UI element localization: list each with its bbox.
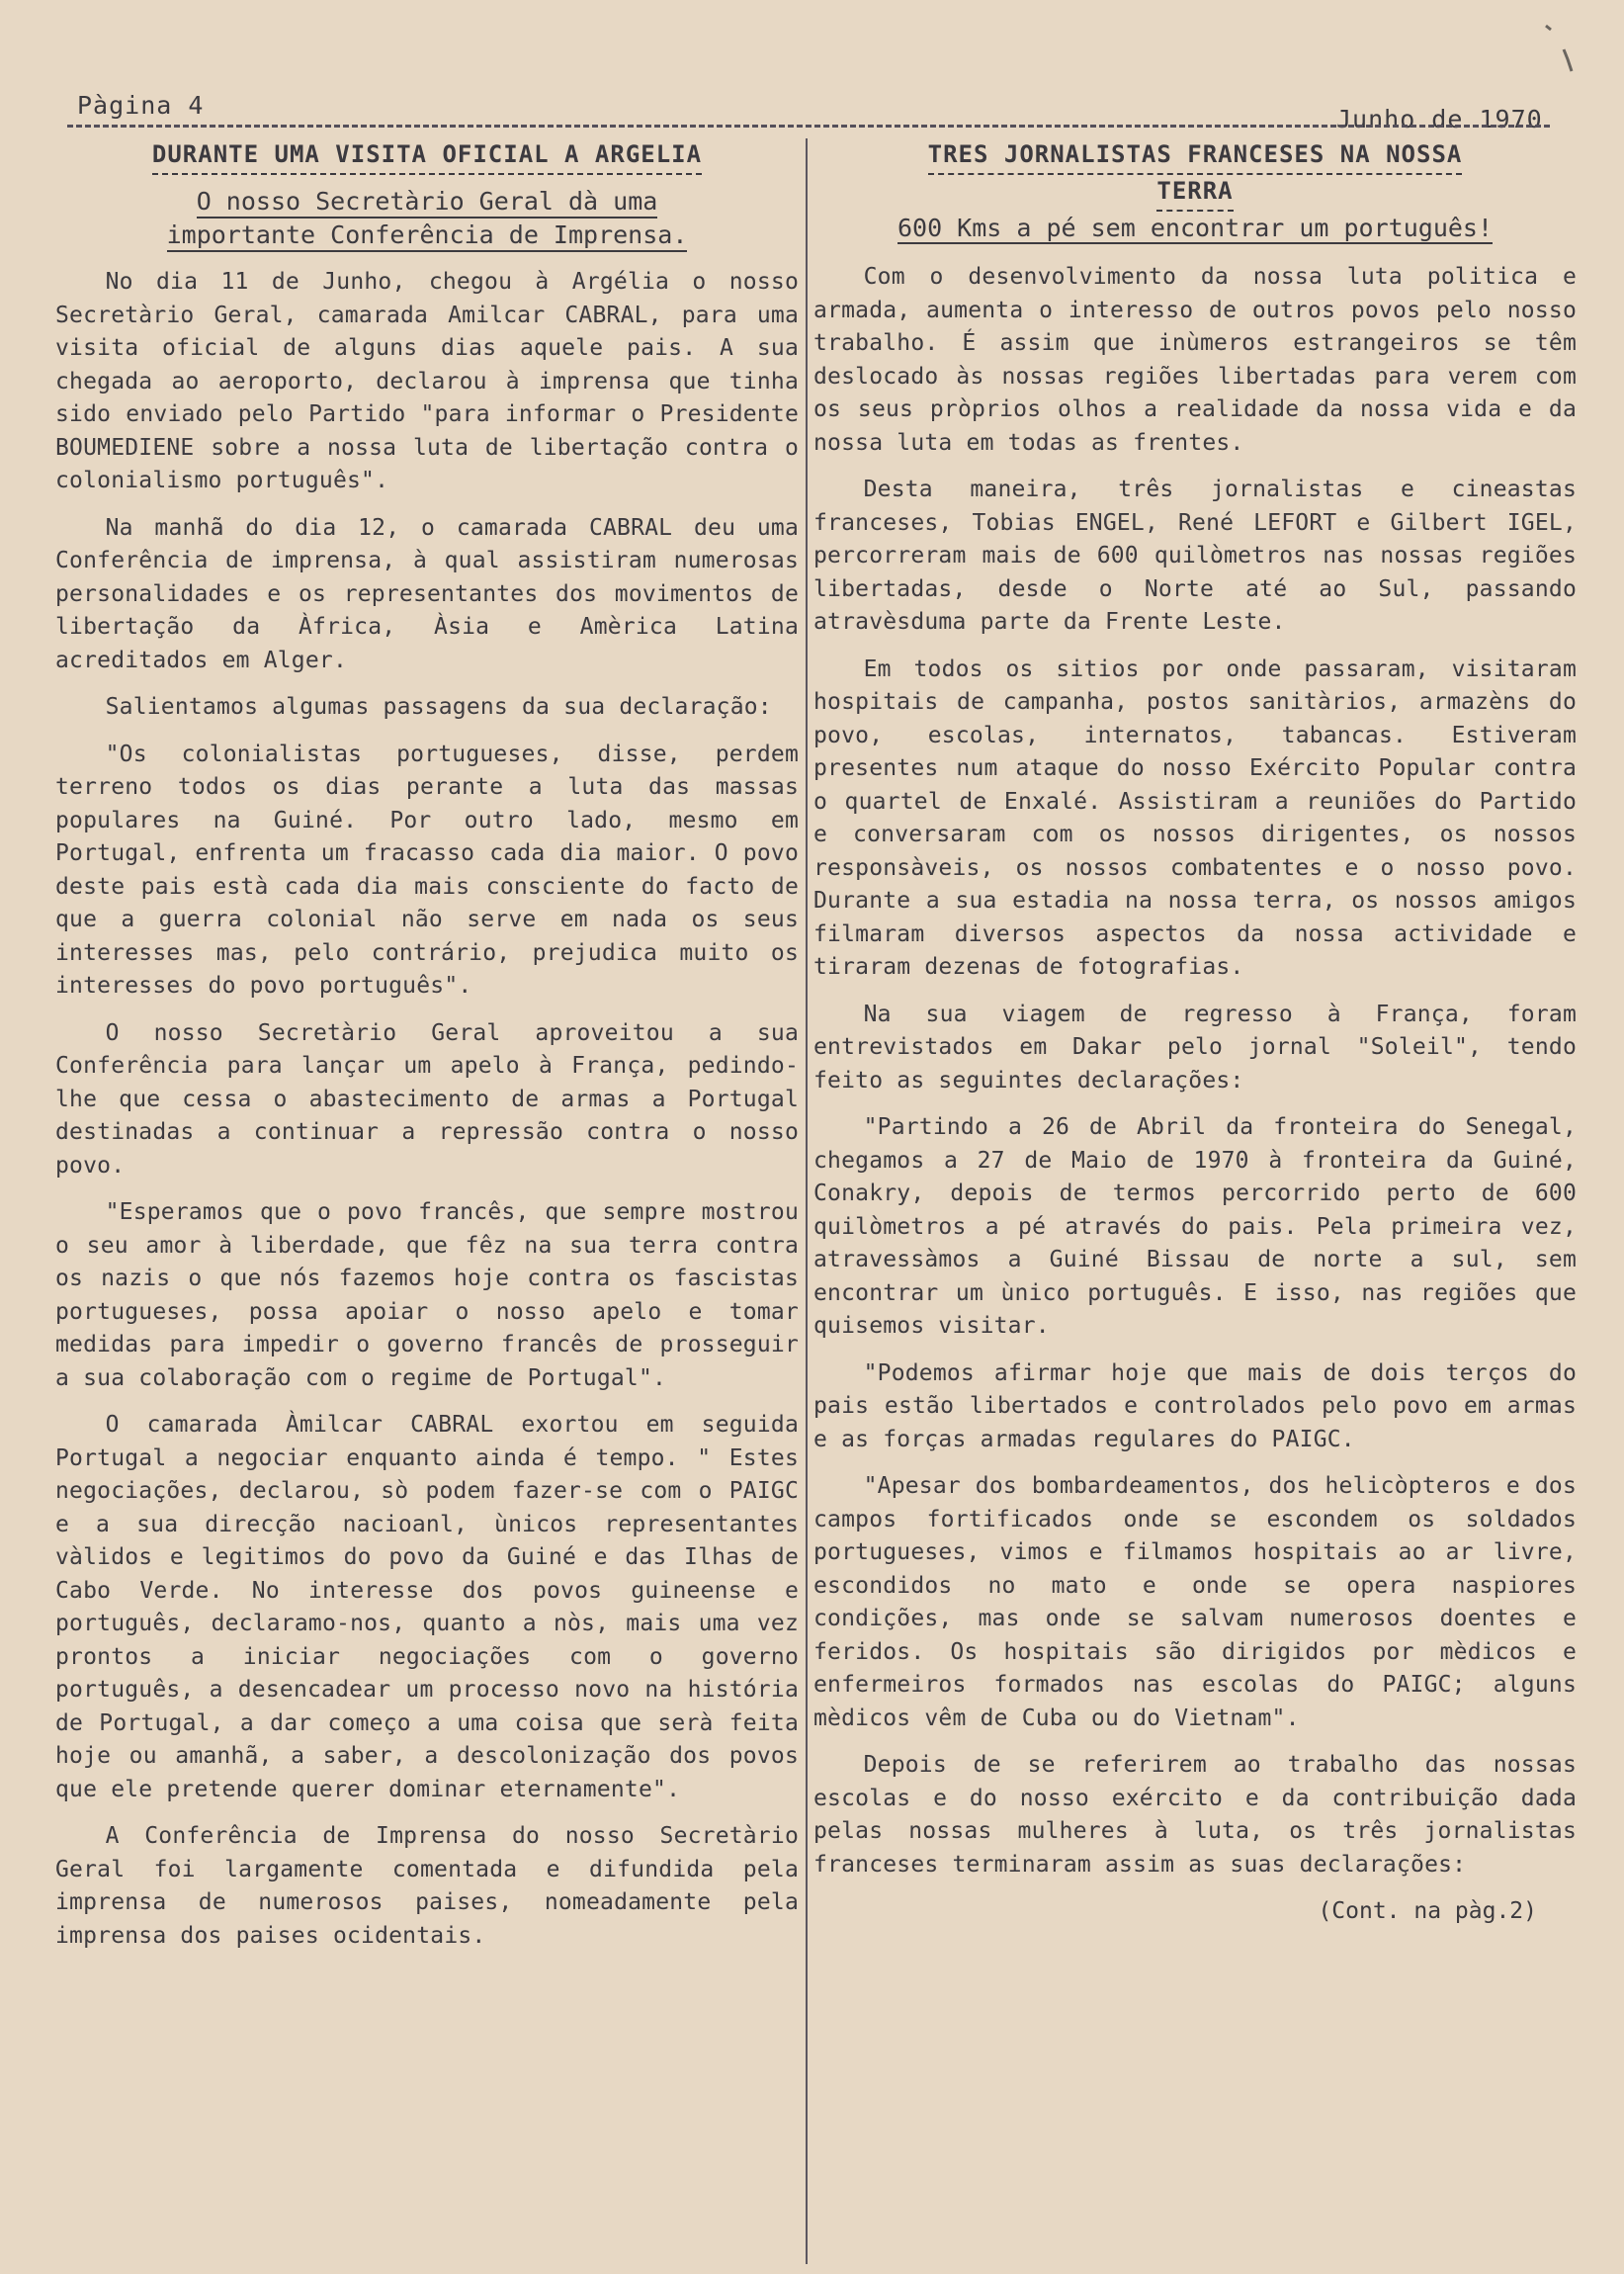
left-article-subtitle	[55, 185, 799, 252]
right-article	[813, 138, 1577, 1928]
continuation-note: (Cont. na pàg.2)	[1318, 1898, 1537, 1924]
left-subtitle-line-1: O nosso Secretàrio Geral dà uma	[197, 187, 658, 219]
left-article	[55, 138, 799, 1967]
left-paragraph: O nosso Secretàrio Geral aproveitou a sua Conferência para lançar um apelo à França, pedindo-lhe que cessa o abastecimento de armas a Portugal destinadas a continuar a repressão contra o nosso povo.	[55, 1019, 799, 1179]
right-article-title	[813, 138, 1577, 212]
left-article-title: DURANTE UMA VISITA OFICIAL A ARGELIA	[55, 138, 799, 175]
right-paragraph: Com o desenvolvimento da nossa luta politica e armada, aumenta o interesso de outros povos pelo nosso trabalho. É assim que inùmeros estrangeiros se têm deslocado às nossas regiões libertadas para verem com os seus pròprios olhos a realidade da nossa vida e da nossa luta em todas as frentes.	[813, 264, 1577, 456]
left-paragraph: "Esperamos que o povo francês, que sempre mostrou o seu amor à liberdade, que fêz na sua terra contra os nazis o que nós fazemos hoje contra os fascistas portugueses, possa apoiar o nosso apelo e tomar medidas para impedir o governo francês de prosseguir a sua colaboração com o regime de Portugal".	[55, 1199, 799, 1391]
right-paragraph: Em todos os sitios por onde passaram, visitaram hospitais de campanha, postos sanitàrios, armazèns do povo, escolas, internatos, tabancas. Estiveram presentes num ataque do nosso Exército Popular contra o quartel de Enxalé. Assistiram a reuniões do Partido e conversaram com os nossos dirigentes, os nossos responsàveis, os nossos combatentes e o nosso povo. Durante a sua estadia na nossa terra, os nossos amigos filmaram diversos aspectos da nossa actividade e tiraram dezenas de fotografias.	[813, 656, 1577, 980]
left-paragraph: Na manhã do dia 12, o camarada CABRAL deu uma Conferência de imprensa, à qual assistiram numerosas personalidades e os representantes dos movimentos de libertação da Àfrica, Àsia e Amèrica Latina acreditados em Alger.	[55, 514, 799, 673]
right-paragraph: "Podemos afirmar hoje que mais de dois terços do pais estão libertados e controlados pelo povo em armas e as forças armadas regulares do PAIGC.	[813, 1359, 1577, 1452]
right-title-line-1: TRES JORNALISTAS FRANCESES NA NOSSA	[928, 138, 1463, 175]
right-paragraph: Desta maneira, três jornalistas e cineastas franceses, Tobias ENGEL, René LEFORT e Gilbert IGEL, percorreram mais de 600 quilòmetros nas nossas regiões libertadas, desde o Norte até ao Sul, passando atravèsduma parte da Frente Leste.	[813, 477, 1577, 635]
header-divider	[67, 125, 1550, 128]
right-paragraph: Depois de se referirem ao trabalho das nossas escolas e do nosso exército e da contribuição dada pelas nossas mulheres à luta, os três jornalistas franceses terminaram assim as suas declarações:	[813, 1752, 1577, 1878]
right-paragraph: "Partindo a 26 de Abril da fronteira do Senegal, chegamos a 27 de Maio de 1970 à fronteira da Guiné, Conakry, depois de termos percorrido perto de 600 quilòmetros a pé através do pais. Pela primeira vez, atravessàmos a Guiné Bissau de norte a sul, sem encontrar um ùnico português. E isso, nas regiões que quisemos visitar.	[813, 1114, 1577, 1339]
left-paragraph: "Os colonialistas portugueses, disse, perdem terreno todos os dias perante a luta das massas populares na Guiné. Por outro lado, mesmo em Portugal, enfrenta um fracasso cada dia maior. O povo deste pais està cada dia mais consciente do facto de que a guerra colonial não serve em nada os seus interesses mas, pelo contrário, prejudica muito os interesses do povo português".	[55, 741, 799, 999]
right-paragraph: Na sua viagem de regresso à França, foram entrevistados em Dakar pelo jornal "Soleil", tendo feito as seguintes declarações:	[813, 1001, 1577, 1093]
left-subtitle-line-2: importante Conferência de Imprensa.	[167, 220, 688, 252]
right-paragraph: "Apesar dos bombardeamentos, dos helicòpteros e dos campos fortificados onde se escondem os soldados portugueses, vimos e filmamos hospitais ao ar livre, escondidos no mato e onde se opera naspiores condições, mas onde se salvam numerosos doentes e feridos. Os hospitais são dirigidos por mèdicos e enfermeiros formados nas escolas do PAIGC; alguns mèdicos vêm de Cuba ou do Vietnam".	[813, 1473, 1577, 1731]
right-title-line-2: TERRA	[1156, 175, 1233, 212]
left-paragraph: Salientamos algumas passagens da sua declaração:	[105, 694, 772, 720]
left-paragraph: A Conferência de Imprensa do nosso Secretàrio Geral foi largamente comentada e difundida pela imprensa de numerosos paises, nomeadamente pela imprensa dos paises ocidentais.	[55, 1823, 799, 1949]
issue-date: Junho de 1970	[1336, 105, 1543, 133]
column-divider	[806, 138, 808, 2264]
page-label: Pàgina 4	[77, 91, 205, 120]
paper-mark-icon	[1542, 20, 1581, 79]
left-paragraph: No dia 11 de Junho, chegou à Argélia o nosso Secretàrio Geral, camarada Amilcar CABRAL, para uma visita oficial de alguns dias aquele pais. A sua chegada ao aeroporto, declarou à imprensa que tinha sido enviado pelo Partido "para informar o Presidente BOUMEDIENE sobre a nossa luta de libertação contra o colonialismo português".	[55, 269, 799, 493]
left-paragraph: O camarada Àmilcar CABRAL exortou em seguida Portugal a negociar enquanto ainda é tempo. " Estes negociações, declarou, sò podem fazer-se com o PAIGC e a sua direcção nacioanl, ùnicos representantes vàlidos e legitimos do povo da Guiné e das Ilhas de Cabo Verde. No interesse dos povos guineense e português, declaramo-nos, quanto a nòs, mais uma vez prontos a iniciar negociações com o governo português, a desencadear um processo novo na história de Portugal, a dar começo a uma coisa que serà feita hoje ou amanhã, a saber, a descolonização dos povos que ele pretende querer dominar eternamente".	[55, 1412, 799, 1802]
right-article-subtitle: 600 Kms a pé sem encontrar um português!	[897, 214, 1494, 242]
